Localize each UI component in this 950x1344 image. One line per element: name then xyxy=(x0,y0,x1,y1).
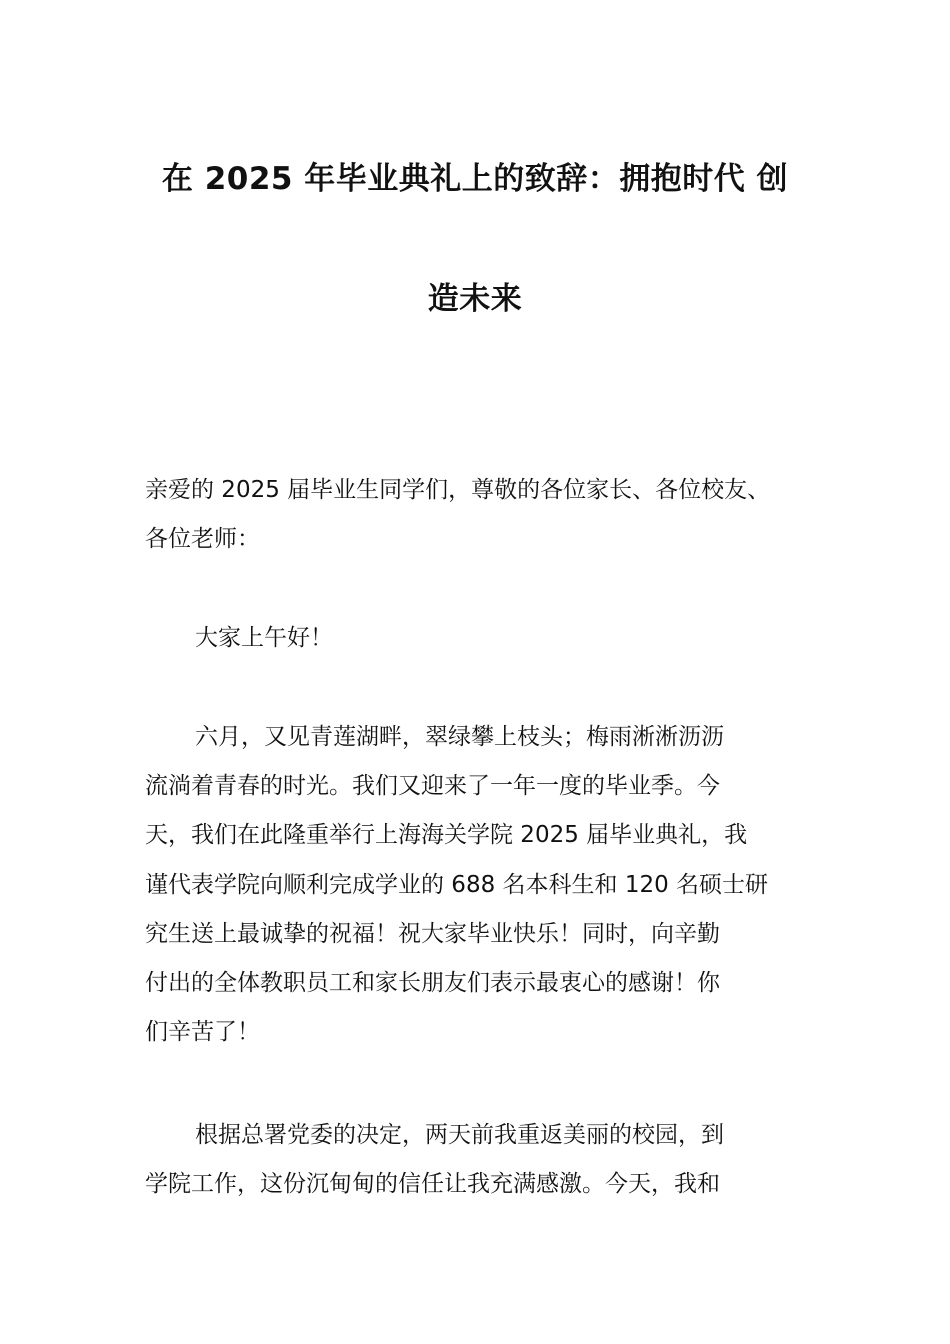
paragraph-line: 付出的全体教职员工和家长朋友们表示最衷心的感谢！你 xyxy=(145,969,720,996)
paragraph-line: 究生送上最诚挚的祝福！祝大家毕业快乐！同时，向辛勤 xyxy=(145,920,720,947)
paragraph-line: 们辛苦了！ xyxy=(145,1019,260,1046)
document-title-line-1: 在 2025 年毕业典礼上的致辞：拥抱时代 创 xyxy=(161,161,789,197)
greeting-line: 大家上午好！ xyxy=(195,625,333,651)
paragraph-line: 天，我们在此隆重举行上海海关学院 2025 届毕业典礼，我 xyxy=(145,822,748,849)
paragraph-line: 谨代表学院向顺利完成学业的 688 名本科生和 120 名硕士研 xyxy=(145,871,769,898)
body-paragraph-2 xyxy=(145,1111,835,1209)
body-paragraph-1 xyxy=(145,713,835,1057)
paragraph-line: 学院工作，这份沉甸甸的信任让我充满感激。今天，我和 xyxy=(145,1171,720,1198)
document-title-line-2: 造未来 xyxy=(427,281,523,317)
paragraph-line: 流淌着青春的时光。我们又迎来了一年一度的毕业季。今 xyxy=(145,773,720,800)
salutation-paragraph xyxy=(145,466,835,564)
salutation-line: 各位老师： xyxy=(145,526,260,553)
paragraph-line: 根据总署党委的决定，两天前我重返美丽的校园，到 xyxy=(195,1122,724,1148)
paragraph-line: 六月，又见青莲湖畔，翠绿攀上枝头；梅雨淅淅沥沥 xyxy=(195,724,724,750)
salutation-line: 亲爱的 2025 届毕业生同学们，尊敬的各位家长、各位校友、 xyxy=(145,477,771,503)
greeting-paragraph xyxy=(145,614,835,663)
